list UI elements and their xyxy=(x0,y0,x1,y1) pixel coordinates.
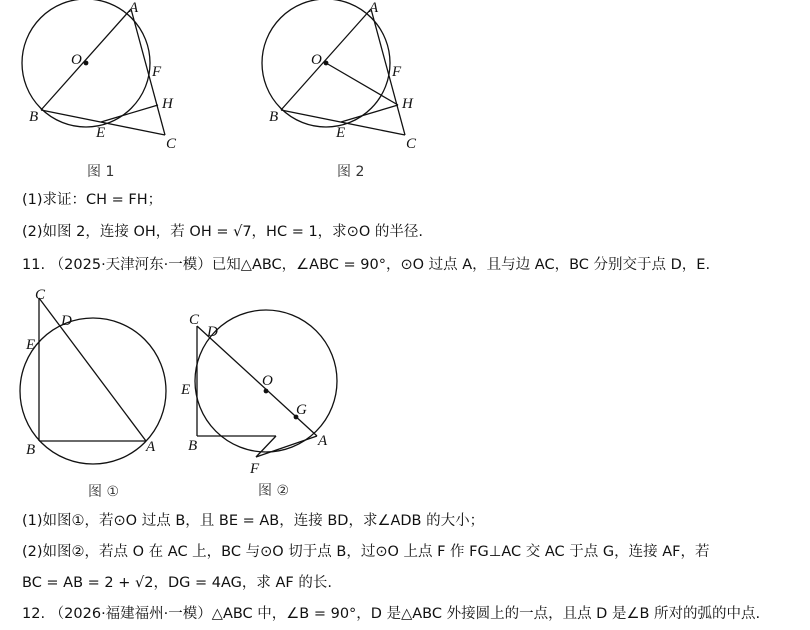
q11-stem: 11. （2025·天津河东·一模）已知△ABC，∠ABC = 90°，⊙O 过点 A，且与边 AC，BC 分别交于点 D，E. xyxy=(22,257,711,273)
label-f: F xyxy=(250,461,260,477)
label-b: B xyxy=(188,438,198,454)
label-c: C xyxy=(35,287,46,303)
segment-eh xyxy=(101,105,158,122)
segment-ab xyxy=(281,9,371,110)
label-e: E xyxy=(181,382,191,398)
q11-part2-line2: BC = AB = 2 + √2，DG = 4AG，求 AF 的长. xyxy=(22,575,332,591)
figure-1 xyxy=(15,0,205,185)
figure-3 xyxy=(18,283,178,503)
segment-ca xyxy=(39,298,146,441)
figure-2-caption: 图 2 xyxy=(337,164,365,180)
label-b: B xyxy=(269,109,279,125)
figure-1-diagram xyxy=(15,0,205,185)
label-c: C xyxy=(406,136,417,152)
q12-stem: 12. （2026·福建福州·一模）△ABC 中，∠B = 90°，D 是△ABC 外接圆上的一点，且点 D 是∠B 所对的弧的中点. xyxy=(22,606,761,622)
label-d: D xyxy=(61,313,72,329)
center-point xyxy=(324,61,329,66)
center-point xyxy=(264,389,269,394)
label-h: H xyxy=(402,96,413,112)
segment-ab xyxy=(41,9,131,110)
figure-4-caption: 图 ② xyxy=(258,483,290,499)
segment-ca xyxy=(197,326,317,436)
label-h: H xyxy=(162,96,173,112)
figure-1-caption: 图 1 xyxy=(87,164,115,180)
figure-3-caption: 图 ① xyxy=(88,484,120,500)
figure-3-diagram xyxy=(18,283,178,503)
label-c: C xyxy=(166,136,177,152)
label-a: A xyxy=(369,0,379,16)
q10-part2: (2)如图 2，连接 OH，若 OH = √7，HC = 1，求⊙O 的半径. xyxy=(22,224,423,240)
label-c: C xyxy=(189,312,200,328)
figure-4 xyxy=(176,305,346,505)
q10-part1: (1)求证：CH = FH； xyxy=(22,192,163,208)
label-o: O xyxy=(71,52,82,68)
figure-2 xyxy=(255,0,445,185)
center-point xyxy=(84,61,89,66)
label-b: B xyxy=(29,109,39,125)
circle-o xyxy=(20,318,166,464)
segment-eh xyxy=(341,105,398,122)
label-b: B xyxy=(26,442,36,458)
label-d: D xyxy=(207,324,218,340)
figure-2-diagram xyxy=(255,0,445,185)
label-o: O xyxy=(262,373,273,389)
q11-part1: (1)如图①，若⊙O 过点 B，且 BE = AB，连接 BD，求∠ADB 的大小； xyxy=(22,513,485,529)
figure-4-diagram xyxy=(176,305,346,505)
label-e: E xyxy=(96,125,106,141)
label-f: F xyxy=(392,64,402,80)
label-f: F xyxy=(152,64,162,80)
label-o: O xyxy=(311,52,322,68)
label-e: E xyxy=(26,337,36,353)
label-a: A xyxy=(146,439,156,455)
label-a: A xyxy=(318,433,328,449)
label-a: A xyxy=(129,0,139,16)
label-g: G xyxy=(296,402,307,418)
q11-part2-line1: (2)如图②，若点 O 在 AC 上，BC 与⊙O 切于点 B，过⊙O 上点 F 作 FG⊥AC 交 AC 于点 G，连接 AF，若 xyxy=(22,544,710,560)
label-e: E xyxy=(336,125,346,141)
